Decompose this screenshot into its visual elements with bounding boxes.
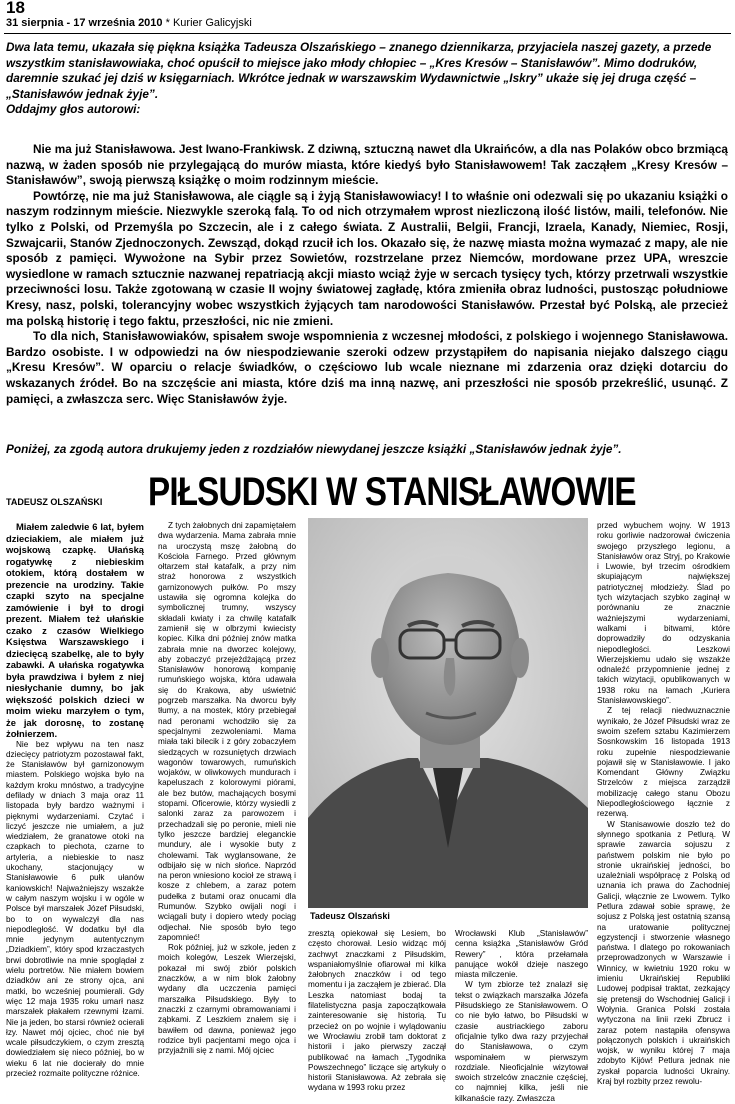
body-paragraph: To dla nich, Stanisławowiaków, spisałem swoje wspomnienia z wczesnej młodości, z polskiego i wojennego Stanisławowa. Bardzo osobiste. I w odpowiedzi na ów niespodziewanie szeroki odzew przystąpiłem do napisania niejako dalszego ciągu „Kresu Kresów”. W oparciu o relacje świadków, o częściowo lub wcale nieznane mi zdarzenia oraz dzięki dotarciu do wskazanych źródeł. Bo na szczęście ani miasta, które dziś ma inną nazwę, ani przeszłości nie sposób przekreślić, usunąć. Z pamięci, a zwłaszcza serc. Więc Stanisławów żyje. [6,329,728,406]
running-header [6,17,252,29]
column-paragraph: zresztą opiekował się Lesiem, bo często chorował. Lesio widząc mój zachwyt znaczkami z Piłsudskim, wspaniałomyślnie ofiarował mi kilka żałobnych znaczków i od tego momentu i ja zacząłem je zbierać. Dla Leszka natomiast bodaj ta filatelistyczna pasja zapoczątkowała zainteresowanie się historią. Tu przecież on po wojnie i wylądowaniu we Wrocławiu zrobił tam doktorat z historii i jako pierwszy zaczął publikować na łamach „Tygodnika Powszechnego” liczące się artykuły o historii Stanisławowa. Aż zebrała się wydana w 1993 roku przez [308,929,446,1093]
publication-name: Kurier Galicyjski [172,17,252,29]
author-photo [308,518,588,908]
intro-closing: Oddajmy głos autorowi: [6,102,141,117]
article-author: TADEUSZ OLSZAŃSKI [6,497,103,507]
header-separator: * [165,17,170,29]
issue-date: 31 sierpnia - 17 września 2010 [6,17,163,29]
portrait-image [308,518,588,908]
article-column-3 [308,929,446,1094]
column-paragraph: Wrocławski Klub „Stanisławów” cenna książka „Stanisławów Gród Rewery” , która przełamała panujące wokół dzieje naszego miasta milczenie. [455,929,588,980]
column-paragraph: Rok później, już w szkole, jeden z moich kolegów, Leszek Wierzejski, pokazał mi swój zbiór polskich znaczków, a w nim blok żałobny wydany dla uczczenia pamięci marszałka Piłsudskiego. Były to znaczki z czarnymi obramowaniami i ząbkami. Z Leszkiem znałem się i bawiłem od dawna, ponieważ jego rodzice byli pacjentami mego ojca i przyjaźnili się z nami. Mój ojciec [158,943,296,1056]
column-paragraph: W tym zbiorze też znalazł się tekst o związkach marszałka Józefa Piłsudskiego ze Stanisławowem. O co nie było łatwo, bo Piłsudski w czasie austriackiego zaboru oficjalnie tylko dwa razy przyjechał do Stanisławowa, o czym wspominałem w pierwszym rozdziale. Nieoficjalnie wizytował swoich strzelców znacznie częściej, co najmniej kilka, jeśli nie kilkanaście razy. Zwłaszcza [455,980,588,1103]
preface-body [6,142,728,407]
column-paragraph: Z tych żałobnych dni zapamiętałem dwa wydarzenia. Mama zabrała mnie na uroczystą mszę żałobną do Kościoła Farnego. Przed głównym ołtarzem stał katafalk, a przy nim straż honorowa z wszystkich garnizonowych pułków. Po mszy ustawiła się ogromna kolejka do symbolicznej trumny, wszyscy składali kwiaty i za chwilę katafalk zamienił się w olbrzymi kwiecisty kopiec. Kilka dni później znów matka zabrała mnie na dworzec kolejowy, aby zobaczyć przejeżdżającą przez Stanisławów honorową kompanię rumuńskiego wojska, która udawała się do Krakowa, aby uświetnić pogrzeb marszałka. Na dworcu były tłumy, a na mostek, który przebiegał nad peronami wchodziło się za specjalnymi zezwoleniami. Mama miała taki bilecik i z góry zobaczyłem siedzących w rozsuniętych drzwiach wagonów towarowych, rumuńskich wojaków, w oliwkowych mundurach i kapeluszach z kolorowymi piórami, ale bez butów, machających bosymi stopami. Oficerowie, którzy wysiedli z salonki zaraz za parowozem i przechadzali się po peronie, mieli nie tylko jeszcze bardziej eleganckie mundury, ale i wysokie buty z cholewami. Tak wyglansowane, że odbijało się w nich słońce. Naprzód na peron wniesiono kocioł ze strawą i kosze z chlebem, a zaraz potem pudełka z butami oraz onucami dla Rumunów. Szybko owijali nogi i wciągali buty i dopiero wtedy pociąg odjechał. Nie sposób było tego zapomnieć! [158,521,296,942]
intro-block [6,40,728,118]
article-headline: PIŁSUDSKI W STANISŁAWOWIE [148,470,636,514]
column-paragraph: Z tej relacji niedwuznacznie wynikało, że Józef Piłsudski wraz ze swoim szefem sztabu Kazimierzem Sosnkowskim 16 listopada 1913 roku zupełnie niespodziewanie pojawił się w Stanisławowie. I jako Komendant Główny Związku Strzelców z miejsca zarządził mobilizację całego stanu Obozu Niepodległościowego łącznie z rezerwą. [597,706,730,819]
column-paragraph: W Stanisawowie doszło też do słynnego spotkania z Petlurą. W sprawie zawarcia sojuszu z państwem polskim nie było po stronie ukraińskiej jedności, bo uzależniali współpracę z Polską od uznania ich prawa do Zachodniej Galicji, włącznie ze Lwowem. Tylko Petlura zdawał sobie sprawę, że sojusz z Polską jest ostatnią szansą na uratowanie politycznej egzystencji i stworzenie własnego państwa. I dlatego po rokowaniach przeprowadzonych w Warszawie i Winnicy, w kwietniu 1920 roku w imieniu Ukraińskiej Republiki Ludowej podpisał traktat, zezkający się pretensji do Wschodniej Galicji i Wołynia. Granica Polski została wytyczona na linii rzeki Zbrucz i zaraz potem nastąpiła ofensywa połączonych polskich i ukraińskich wojsk, w wyniku której 7 maja zdobyto Kijów! Petlura jednak nie zyskał poparcia ludności Ukrainy. Kraj był rozbity przez rewolu- [597,819,730,1087]
article-column-2 [158,521,296,1056]
article-lead: Miałem zaledwie 6 lat, byłem dzieciakiem, ale miałem już wojskową czapkę. Ułańską rogatywkę z niebieskim otokiem, którą dostałem w prezencie na urodziny. Takie czapki szyto na specjalne zamówienie i był to drogi prezent. Miałem też ułańskie czako z czasów Wielkiego Księstwa Warszawskiego i dziecięcą szabelkę, ale to były zabawki. A ułańska rogatywka była prawdziwa i byłem z niej niesłychanie dumny, bo jak większość polskich dzieci w moim wieku marzyłem o tym, że jak dorosnę, to zostanę żołnierzem. [6,521,144,739]
photo-caption: Tadeusz Olszański [310,911,390,921]
article-column-5 [597,521,730,1087]
intro-text: Dwa lata temu, ukazała się piękna książka Tadeusza Olszańskiego – znanego dziennikarza, przyjaciela naszej gazety, a przede wszystkim stanisławowiaka, choć opuścił to miejsce jako młody chłopiec – „Kres Kresów – Stanisławów”. Mimo dodruków, daremnie szukać jej dziś w księgarniach. Wkrótce jednak w warszawskim Wydawnictwie „Iskry” ukaże się jej druga część – „Stanisławów jednak żyje”. [6,40,712,101]
article-column-4 [455,929,588,1104]
article-column-1 [6,521,144,1079]
header-rule [4,33,731,34]
editor-note: Poniżej, za zgodą autora drukujemy jeden z rozdziałów niewydanej jeszcze książki „Stanisławów jednak żyje”. [6,442,622,456]
column-paragraph: Nie bez wpływu na ten nasz dziecięcy patriotyzm pozostawał fakt, że Stanisławów był garnizonowym miastem. Polskiego wojska było na każdym kroku mnóstwo, a tradycyjne defilady w dniach 3 maja oraz 11 listopada były bardzo ważnymi i pięknymi wydarzeniami. Czytać i liczyć jeszcze nie umiałem, a już wiedziałem, że granatowe otoki na czapkach to piechota, czarne to artyleria, a niebieskie to nasz ukochany, stacjonujący w Stanisławowie 6 pułk ułanów kaniowskich! Najważniejszy wszakże w całym naszym wojsku i w ogóle w Polsce był marszałek Józef Piłsudski, bo to on wywalczył dla nas niepodległość. W dodatku był dla mnie jedynym autentycznym „Dziadkiem”, który spod krzaczastych brwi dobrotliwie na mnie spoglądał z wielu portretów. Nie miałem bowiem dziadków ani ze strony ojca, ani matki, bo wcześniej poumierali. Gdy więc 12 maja 1935 roku umarł nasz marszałek płakałem rzewnymi łzami. Nie ja jeden, bo starsi również ocierali łzy. Nawet mój ojciec, choć nie był wcale piłsudczykiem, o czym zresztą dowiedziałem się nieco później, bo w wieku 6 lat nie docierały do mnie przecież rozmaite polityczne różnice. [6,739,144,1078]
body-paragraph: Powtórzę, nie ma już Stanisławowa, ale ciągle są i żyją Stanisławowiacy! I to właśnie oni odezwali się po ukazaniu książki o naszym rodzinnym mieście. Niezwykle szeroką falą. To od nich otrzymałem wprost niezliczoną ilość listów, maili, telefonów. Nie tylko z Polski, od Przemyśla po Szczecin, ale i z całego świata. Z Australii, Belgii, Francji, Izraela, Kanady, Niemiec, Rosji, Szwajcarii, Stanów Zjednoczonych. Zewsząd, dokąd rzucił ich los. Okazało się, że nazwę miasta można wymazać z mapy, ale nie sposób z pamięci. Wywożone na Sybir przez Sowietów, rozstrzelane przez Niemców, mordowane przez UPA, wreszcie wysiedlone w ramach sztucznie nazwanej repatriacją akcji miasto wciąż żyje w sercach tysięcy tych, którzy przetrwali wszystkie przeciwności losu. Także zgotowaną w czasie II wojny światowej zagładę, która zmieniła obraz ludności, pustosząc południowe Kresy, nasz, polski, tolerancyjny wobec wszystkich żyjących tam narodowości Stanisławów. Przestał być Polską, ale przecież ma polską historię i tego faktu, przeszłości, nic nie zmieni. [6,188,728,328]
column-paragraph: przed wybuchem wojny. W 1913 roku gorliwie nadzorował ćwiczenia swojego przyszłego legionu, a Stanisławów oraz Stryj, po Krakowie i Lwowie, był trzecim ośrodkiem skupiającym największej patriotycznej młodzieży. Ślad po tych wizytacjach szybko zaginął w porównaniu ze znacznie ważniejszymi wydarzeniami, walkami i bitwami, które doprowadziły do odzyskania niepodległości. Leszkowi Wierzejskiemu udało się wszakże odnaleźć przypomnienie jednej z takich wizytacji, opublikowanych w 1938 roku na łamach „Kuriera Stanisławowskiego”. [597,521,730,706]
page-number: 18 [6,0,25,17]
body-paragraph: Nie ma już Stanisławowa. Jest Iwano-Frankiwsk. Z dziwną, sztuczną nawet dla Ukraińców, a dla nas Polaków obco brzmiącą nazwą, w żaden sposób nie przylegającą do murów miasta, które kiedyś było Stanisławowem! Tak zacząłem „Kresy Kresów – Stanisławów”, swoją pierwszą książkę o moim rodzinnym mieście. [6,142,728,188]
